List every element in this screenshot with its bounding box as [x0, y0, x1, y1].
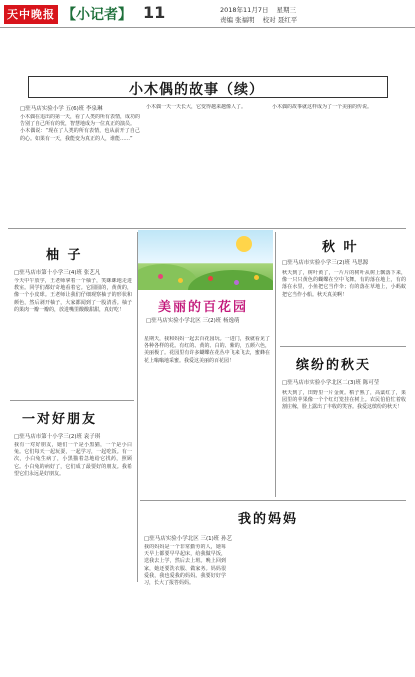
byline-mom: □驻马店实验小学北区 三(1)班 孙艺 — [144, 536, 232, 542]
proofreader: 校对 聂红平 — [262, 16, 298, 24]
article-title-garden: 美丽的百花园 — [158, 300, 249, 315]
article-body-friends: 我有一对好朋友，她们一个是小黑猫，一个是小白兔。它们每天一起玩耍，一起学习，一起吃饭。有一次，小白兔生病了，小黑猫着急地给它找药，照顾它。小白兔的病好了，它们成了最要好的朋友。我希望它们永远是好朋友。 — [14, 442, 132, 477]
editor: 责编 张福明 — [220, 16, 255, 24]
page-number: 11 — [143, 3, 166, 22]
article-title-youzi: 柚 子 — [46, 248, 83, 263]
story-body-col1 — [20, 114, 140, 222]
garden-illustration — [138, 230, 273, 290]
byline-friends: □驻马店市第十小学三(2)班 袁子琪 — [14, 434, 101, 440]
story-byline: □驻马店实验小学 五(6)班 李泉琳 — [20, 106, 103, 112]
story-headline-box — [28, 76, 388, 98]
column-divider — [275, 232, 276, 497]
date: 2018年11月7日 — [220, 6, 269, 14]
flower-icon — [158, 274, 163, 279]
story-body-col2 — [146, 104, 266, 222]
flower-icon — [234, 280, 239, 285]
story-paragraph: 小木偶说：“现在了人类的所有表情，也从前开了自己的心。如果有一天，我能变为真正的人，谁能……” — [20, 128, 140, 142]
article-body-autumn: 秋天到了，田野里一片金黄。稻子熟了，高粱红了，果园里的苹果像一个个红灯笼挂在树上。农民伯伯忙着收割庄稼，脸上露出了丰收的笑容。我爱这缤纷的秋天！ — [282, 390, 406, 411]
article-body-mom-col1: 我的妈妈是一个非常勤劳的人，她每天早上都要早早起床，给我做早饭，送我去上学，然后去上班。晚上回到家，她还要洗衣服、做家务。妈妈很爱我，我也爱我的妈妈。我要好好学习，长大了报答妈妈。 — [144, 544, 226, 587]
divider — [10, 400, 134, 401]
divider — [140, 500, 406, 501]
article-title-autumn: 缤纷的秋天 — [296, 358, 372, 373]
byline-youzi: □驻马店市第十小学三(4)班 张艺凡 — [14, 270, 101, 276]
story-body-col3 — [272, 104, 390, 222]
article-body-mom-col3 — [322, 528, 408, 670]
article-title-friends: 一对好朋友 — [22, 412, 98, 427]
byline-garden: □驻马店实验小学北区 三(2)班 杨逸萌 — [146, 318, 240, 324]
flower-icon — [254, 275, 259, 280]
byline-autumn: □驻马店市实验小学北区二(3)班 陈可莹 — [282, 380, 380, 386]
story-paragraph: 小木偶在追出的第一天，看了人类的所有表情，成功的告别了自己所有的忧，智慧地成为一位真正的演员。 — [20, 114, 140, 128]
flower-icon — [178, 278, 183, 283]
article-title-mom: 我的妈妈 — [238, 512, 299, 527]
article-body-leaves: 秋天到了，树叶黄了，一片片的树叶从树上飘落下来，像一只只黄色的蝴蝶在空中飞舞。有的落在地上，有的落在水里，小鱼把它当作伞；有的落在草地上，小蚂蚁把它当作小船。秋天真美啊！ — [282, 270, 406, 298]
story-title: 小木偶的故事（续） — [129, 82, 264, 98]
section-name: 【小记者】 — [62, 7, 132, 23]
story-paragraph: 小木偶的故事就这样成为了一个美丽的传说。 — [272, 104, 373, 110]
article-body-youzi: 今天中午放学，王老师拿着一个柚子，笑眯眯地走进教室。同学们都好奇地看着它。它圆圆的，黄黄的，像一个小皮球。王老师让我们仔细观察柚子的形状和颜色，然后剥开柚子，大家都闻到了一股清香。柚子的果肉一瓣一瓣的，放进嘴里酸酸甜甜，真好吃！ — [14, 278, 132, 313]
article-title-leaves: 秋 叶 — [322, 240, 359, 255]
weekday: 星期三 — [276, 6, 297, 14]
page-header — [0, 0, 415, 28]
flower-icon — [208, 276, 213, 281]
divider — [8, 228, 406, 229]
byline-leaves: □驻马店市实验小学三(2)班 马思源 — [282, 260, 369, 266]
story-paragraph: 小木偶一天一天长大，它变得越来越像人了。 — [146, 104, 247, 110]
article-body-garden: 星期天，我和妈妈一起去百花园玩。一进门，我就看见了各种各样的花。有红的、黄的、白的、紫的，五颜六色，美丽极了。花园里有许多蝴蝶在花丛中飞来飞去，蜜蜂在花上嗡嗡地采蜜。我爱这美丽的百花园！ — [144, 336, 270, 364]
newspaper-logo: 天中晚报 — [4, 5, 58, 24]
sun-icon — [236, 236, 252, 252]
hill-shape — [188, 270, 273, 290]
article-body-mom-col2 — [232, 528, 316, 670]
staff-line — [220, 15, 303, 24]
date-line — [220, 5, 302, 14]
divider — [280, 346, 406, 347]
